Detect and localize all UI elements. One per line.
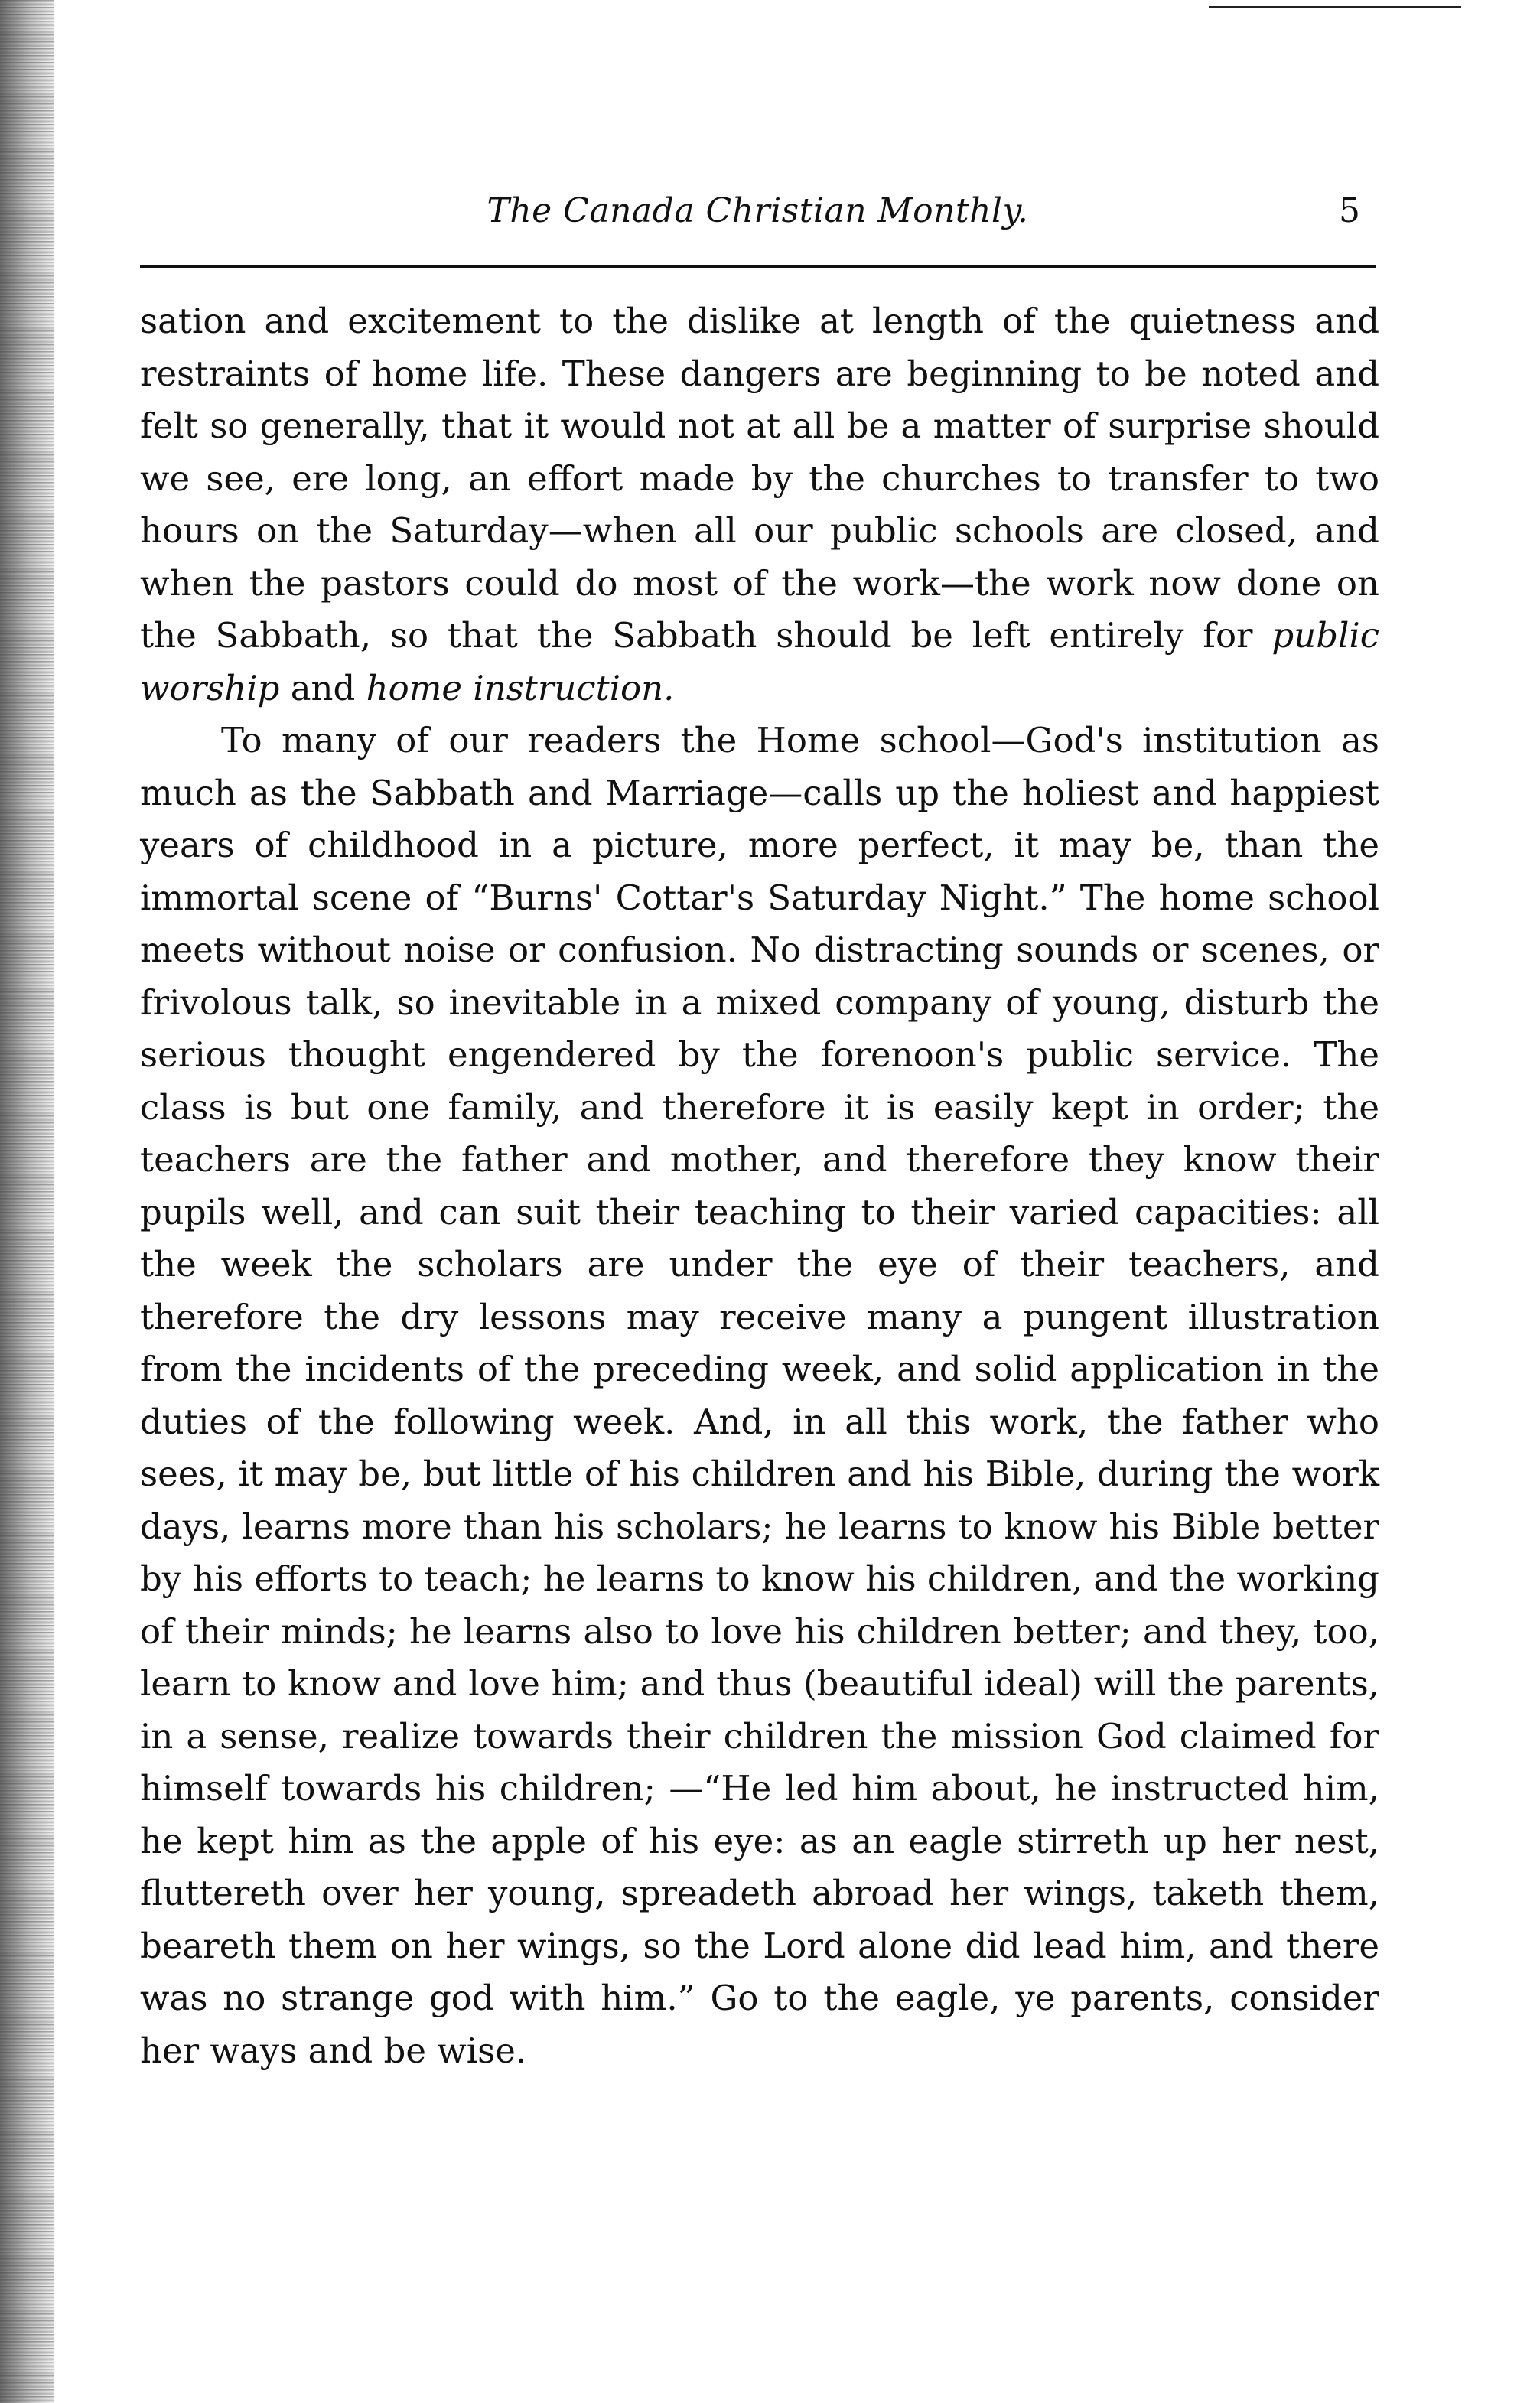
header-rule (140, 265, 1376, 268)
paragraph-1-text: sation and excitement to the dislike at length of the quietness and restraints of home life. These dangers are beginning to be noted and felt so generally, that it would not at all be a matter of surprise should we see, ere long, an effort made by the churches to transfer to two hours on the Saturday—when all our public schools are closed, and when the pastors could do most of the work—the work now done on the Sabbath, so that the Sabbath should be left entirely for (140, 301, 1379, 656)
emphasis-home-instruction: home instruction. (366, 667, 675, 708)
page-number: 5 (1339, 191, 1360, 230)
paragraph-2-text: To many of our readers the Home school—God's institution as much as the Sabbath and Marriage—calls up the holiest and happiest years of childhood in a picture, more perfect, it may be, than the immortal scene of “Burns' Cottar's Saturday Night.” The home school meets without noise or confusion. No distracting sounds or scenes, or frivolous talk, so inevitable in a mixed company of young, disturb the serious thought engendered by the forenoon's public service. The class is but one family, and therefore it is easily kept in order; the teachers are the father and mother, and therefore they know their pupils well, and can suit their teaching to their varied capacities: all the week the scholars are under the eye of their teachers, and therefore the dry lessons may receive many a pungent illustration from the incidents of the preceding week, and solid application in the duties of the following week. And, in all this work, the father who sees, it may be, but little of his children and his Bible, during the work days, learns more than his scholars; he learns to know his Bible better by his efforts to teach; he learns to know his children, and the working of their minds; he learns also to love his children better; and they, too, learn to know and love him; and thus (beautiful ideal) will the parents, in a sense, realize towards their children the mission God claimed for himself towards his children; —“He led him about, he instructed him, he kept him as the apple of his eye: as an eagle stirreth up her nest, fluttereth over her young, spreadeth abroad her wings, taketh them, beareth them on her wings, so the Lord alone did lead him, and there was no strange god with him.” Go to the eagle, ye parents, consider her ways and be wise. (140, 720, 1379, 2071)
top-edge-rule (1209, 6, 1461, 8)
page-header (140, 191, 1376, 245)
body-text (140, 295, 1379, 2077)
paragraph-1 (140, 295, 1379, 715)
paragraph-1-and: and (279, 667, 366, 708)
paragraph-2 (140, 715, 1379, 2077)
emphasis-public-worship: public worship (140, 615, 1379, 708)
binding-edge-shadow (0, 0, 54, 2403)
running-title: The Canada Christian Monthly. (487, 191, 1029, 230)
